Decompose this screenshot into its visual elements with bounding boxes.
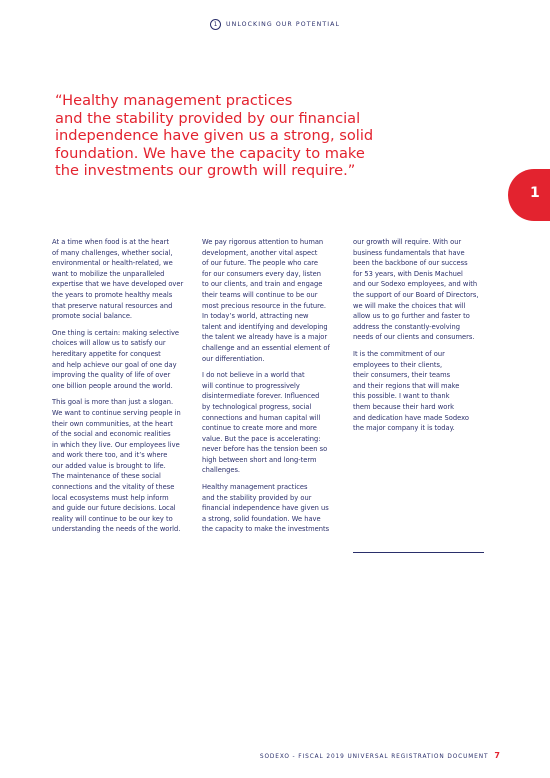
- text-column-1: [52, 237, 194, 541]
- text-line: We pay rigorous attention to human: [202, 238, 324, 246]
- text-column-3: [353, 237, 495, 440]
- text-line: their teams will continue to be our: [202, 290, 318, 299]
- text-line: We want to continue serving people in: [52, 408, 181, 417]
- text-line: disintermediate forever. Influenced: [202, 392, 320, 401]
- text-line: One thing is certain: making selective: [52, 328, 180, 337]
- text-line: talent and identifying and developing: [202, 322, 328, 331]
- text-line: improving the quality of life of over: [52, 371, 171, 380]
- text-line: a strong, solid foundation. We have: [202, 514, 321, 523]
- paragraph: [202, 237, 344, 364]
- text-column-2: [202, 237, 344, 541]
- text-line: promote social balance.: [52, 312, 133, 321]
- quote-line: the investments our growth will require.”: [55, 162, 356, 180]
- text-line: to our clients, and train and engage: [202, 280, 323, 289]
- text-line: At a time when food is at the heart: [52, 238, 169, 246]
- pull-quote: [55, 92, 415, 180]
- text-line: challenges.: [202, 466, 241, 475]
- text-line: their own communities, at the heart: [52, 419, 173, 428]
- chapter-number-badge: 1: [210, 19, 221, 30]
- text-line: this possible. I want to thank: [353, 392, 450, 401]
- paragraph: [202, 370, 344, 476]
- text-line: of many challenges, whether social,: [52, 248, 173, 257]
- quote-line: and the stability provided by our financial: [55, 109, 361, 127]
- footer-document-title: SODEXO - FISCAL 2019 UNIVERSAL REGISTRATION DOCUMENT: [259, 754, 489, 760]
- quote-line: foundation. We have the capacity to make: [55, 144, 365, 162]
- text-line: one billion people around the world.: [52, 381, 173, 390]
- text-line: connections and human capital will: [202, 413, 321, 422]
- text-line: the years to promote healthy meals: [52, 290, 173, 299]
- text-line: reality will continue to be our key to: [52, 514, 173, 523]
- text-line: choices will allow us to satisfy our: [52, 339, 166, 348]
- text-line: most precious resource in the future.: [202, 301, 326, 310]
- text-line: the capacity to make the investments: [202, 525, 330, 534]
- text-line: by technological progress, social: [202, 402, 312, 411]
- divider-rule: [353, 552, 484, 553]
- text-line: It is the commitment of our: [353, 349, 445, 358]
- text-line: of the social and economic realities: [52, 430, 171, 439]
- text-line: want to mobilize the unparalleled: [52, 269, 165, 278]
- text-line: the major company it is today.: [353, 424, 455, 433]
- paragraph: [202, 482, 344, 535]
- text-line: allow us to go further and faster to: [353, 312, 470, 321]
- text-line: continue to create more and more: [202, 424, 317, 433]
- text-line: The maintenance of these social: [52, 472, 161, 481]
- text-line: development, another vital aspect: [202, 248, 318, 257]
- text-line: we will make the choices that will: [353, 301, 466, 310]
- quote-line: independence have given us a strong, solid: [55, 127, 374, 145]
- text-line: our differentiation.: [202, 354, 265, 363]
- text-line: for 53 years, with Denis Machuel: [353, 269, 463, 278]
- text-line: environmental or health-related, we: [52, 259, 173, 268]
- text-line: and dedication have made Sodexo: [353, 413, 469, 422]
- text-line: will continue to progressively: [202, 381, 300, 390]
- text-line: and the stability provided by our: [202, 493, 312, 502]
- text-line: our growth will require. With our: [353, 238, 462, 246]
- text-line: high between short and long-term: [202, 455, 317, 464]
- text-line: been the backbone of our success: [353, 259, 468, 268]
- text-line: In today’s world, attracting new: [202, 312, 309, 321]
- chapter-tab-number: 1: [530, 185, 540, 201]
- text-line: Healthy management practices: [202, 483, 308, 492]
- text-line: the talent we already have is a major: [202, 333, 328, 342]
- paragraph: [52, 397, 194, 535]
- text-line: This goal is more than just a slogan.: [52, 398, 174, 407]
- paragraph: [353, 349, 495, 434]
- text-line: expertise that we have developed over: [52, 280, 184, 289]
- text-line: our added value is brought to life.: [52, 461, 166, 470]
- text-line: their consumers, their teams: [353, 371, 451, 380]
- text-line: them because their hard work: [353, 402, 454, 411]
- text-line: and work there too, and it’s where: [52, 451, 168, 460]
- paragraph: [52, 328, 194, 392]
- quote-line: “Healthy management practices: [55, 92, 293, 109]
- text-line: value. But the pace is accelerating:: [202, 434, 321, 443]
- text-line: that preserve natural resources and: [52, 301, 173, 310]
- text-line: I do not believe in a world that: [202, 371, 305, 380]
- text-line: in which they live. Our employees live: [52, 440, 180, 449]
- text-line: never before has the tension been so: [202, 445, 328, 454]
- text-line: and our Sodexo employees, and with: [353, 280, 478, 289]
- text-line: and their regions that will make: [353, 381, 460, 390]
- text-line: business fundamentals that have: [353, 248, 465, 257]
- text-line: and help achieve our goal of one day: [52, 360, 177, 369]
- text-line: challenge and an essential element of: [202, 343, 330, 352]
- page-number: 7: [494, 751, 500, 760]
- text-line: needs of our clients and consumers.: [353, 333, 475, 342]
- chapter-tab: [508, 169, 550, 221]
- text-line: of our future. The people who care: [202, 259, 318, 268]
- text-line: understanding the needs of the world.: [52, 525, 181, 534]
- page-footer: [260, 751, 500, 760]
- running-header: [0, 19, 550, 30]
- section-title: UNLOCKING OUR POTENTIAL: [225, 21, 340, 28]
- text-line: financial independence have given us: [202, 504, 329, 513]
- text-line: for our consumers every day, listen: [202, 269, 321, 278]
- text-line: the support of our Board of Directors,: [353, 290, 479, 299]
- text-line: hereditary appetite for conquest: [52, 349, 161, 358]
- paragraph: [52, 237, 194, 322]
- text-line: employees to their clients,: [353, 360, 443, 369]
- text-line: and guide our future decisions. Local: [52, 504, 176, 513]
- text-line: local ecosystems must help inform: [52, 493, 169, 502]
- paragraph: [353, 237, 495, 343]
- text-line: address the constantly-evolving: [353, 322, 461, 331]
- text-line: connections and the vitality of these: [52, 483, 175, 492]
